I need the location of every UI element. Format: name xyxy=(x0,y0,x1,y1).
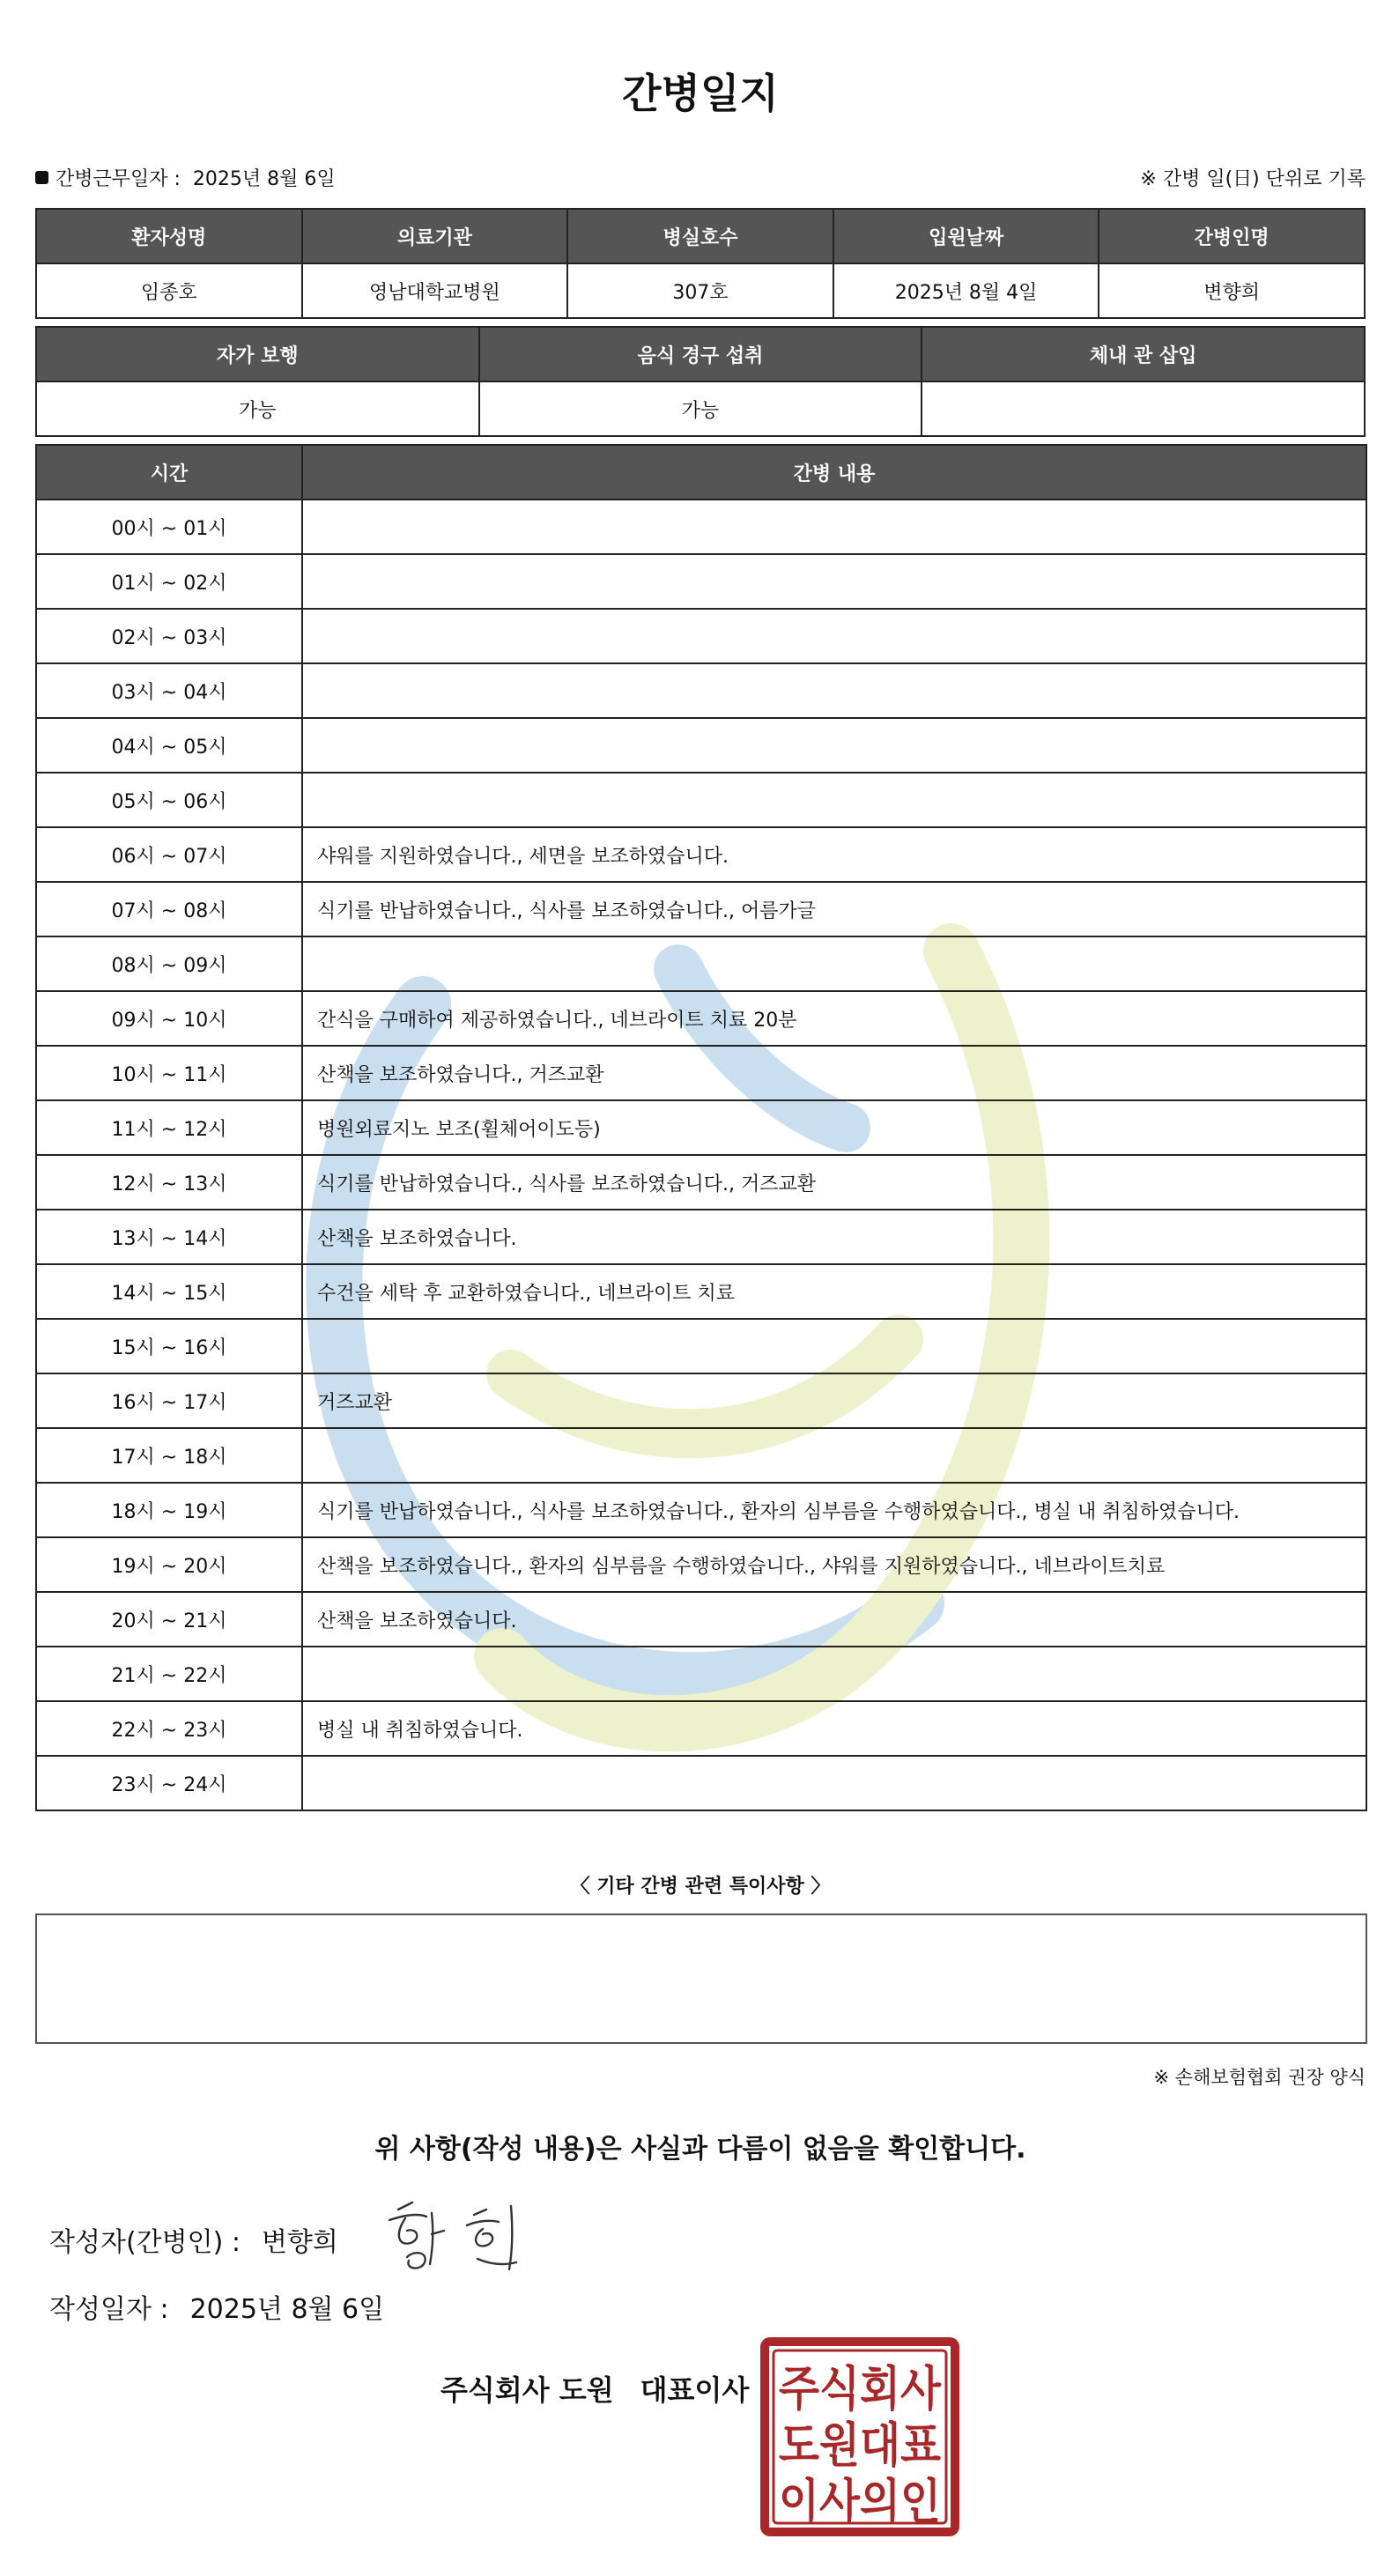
special-notes-title: 〈 기타 간병 관련 특이사항 〉 xyxy=(570,1876,831,1898)
care-log-content xyxy=(302,936,1366,991)
care-log-time: 00시 ~ 01시 xyxy=(36,500,302,554)
care-date xyxy=(35,164,336,191)
seal-line-2: 도원대표 xyxy=(779,2417,941,2473)
care-log-content xyxy=(302,1428,1366,1483)
care-log-time: 06시 ~ 07시 xyxy=(36,827,302,882)
care-log-row xyxy=(36,1046,1366,1100)
header-self-walking: 자가 보행 xyxy=(36,327,479,381)
patient-info-header-row xyxy=(36,209,1365,263)
patient-status-header-row xyxy=(36,327,1365,381)
care-log-content xyxy=(302,718,1366,773)
care-log-time: 11시 ~ 12시 xyxy=(36,1100,302,1155)
patient-info-table xyxy=(35,208,1366,319)
care-log-row xyxy=(36,554,1366,609)
patient-status-value-row xyxy=(36,381,1365,436)
care-log-time: 20시 ~ 21시 xyxy=(36,1592,302,1647)
care-log-row xyxy=(36,936,1366,991)
care-log-content xyxy=(302,1756,1366,1810)
care-log-content xyxy=(302,1647,1366,1701)
care-log-content xyxy=(302,773,1366,827)
company-name: 주식회사 도원 xyxy=(440,2373,614,2407)
care-log-time: 05시 ~ 06시 xyxy=(36,773,302,827)
company-seal-stamp xyxy=(759,2336,960,2537)
care-log-time: 18시 ~ 19시 xyxy=(36,1483,302,1537)
care-log-row xyxy=(36,1155,1366,1210)
patient-info-value-row xyxy=(36,263,1365,318)
care-log-time: 12시 ~ 13시 xyxy=(36,1155,302,1210)
care-log-header-row xyxy=(36,445,1366,500)
written-date-label: 작성일자 : xyxy=(49,2294,169,2325)
care-log-row xyxy=(36,1319,1366,1373)
square-bullet-icon xyxy=(35,171,48,184)
care-log-row xyxy=(36,1373,1366,1428)
care-date-label: 간병근무일자 : xyxy=(56,168,181,190)
care-log-row xyxy=(36,882,1366,936)
care-log-row xyxy=(36,1483,1366,1537)
care-log-content: 산책을 보조하였습니다. xyxy=(302,1592,1366,1647)
care-log-row xyxy=(36,827,1366,882)
care-log-row xyxy=(36,1264,1366,1319)
care-log-time: 07시 ~ 08시 xyxy=(36,882,302,936)
care-log-row xyxy=(36,1428,1366,1483)
hospital-name: 영남대학교병원 xyxy=(302,263,568,318)
care-log-time: 19시 ~ 20시 xyxy=(36,1537,302,1592)
care-log-content: 병실 내 취침하였습니다. xyxy=(302,1701,1366,1756)
self-walking-value: 가능 xyxy=(36,381,479,436)
recommendation-note: ※ 손해보험협회 권장 양식 xyxy=(1153,2067,1366,2088)
header-admission-date: 입원날짜 xyxy=(833,209,1099,263)
care-log-row xyxy=(36,1100,1366,1155)
care-log-time: 03시 ~ 04시 xyxy=(36,663,302,718)
room-number: 307호 xyxy=(567,263,833,318)
care-log-row xyxy=(36,609,1366,663)
care-log-content: 식기를 반납하였습니다., 식사를 보조하였습니다., 거즈교환 xyxy=(302,1155,1366,1210)
seal-line-1: 주식회사 xyxy=(779,2361,942,2417)
care-log-content: 산책을 보조하였습니다. xyxy=(302,1210,1366,1264)
care-log-time: 04시 ~ 05시 xyxy=(36,718,302,773)
care-log-row xyxy=(36,1647,1366,1701)
care-log-time: 15시 ~ 16시 xyxy=(36,1319,302,1373)
care-log-row xyxy=(36,1537,1366,1592)
care-log-row xyxy=(36,1756,1366,1810)
care-log-time: 10시 ~ 11시 xyxy=(36,1046,302,1100)
care-log-time: 08시 ~ 09시 xyxy=(36,936,302,991)
care-date-value: 2025년 8월 6일 xyxy=(192,168,336,190)
care-log-row xyxy=(36,1701,1366,1756)
unit-note: ※ 간병 일(日) 단위로 기록 xyxy=(1140,168,1366,190)
seal-line-3: 이사의인 xyxy=(779,2474,941,2529)
care-log-content: 병원외료지노 보조(휠체어이도등) xyxy=(302,1100,1366,1155)
writer-line xyxy=(49,2220,338,2259)
care-log-content xyxy=(302,500,1366,554)
care-log-content xyxy=(302,1319,1366,1373)
care-log-content xyxy=(302,554,1366,609)
special-notes-box xyxy=(35,1913,1367,2044)
care-log-row xyxy=(36,718,1366,773)
care-log-time: 17시 ~ 18시 xyxy=(36,1428,302,1483)
hourly-care-log-table xyxy=(35,444,1367,1811)
care-log-time: 09시 ~ 10시 xyxy=(36,991,302,1046)
care-log-content: 식기를 반납하였습니다., 식사를 보조하였습니다., 어름가글 xyxy=(302,882,1366,936)
header-caregiver-name: 간병인명 xyxy=(1099,209,1365,263)
care-log-row xyxy=(36,773,1366,827)
patient-status-table xyxy=(35,326,1366,437)
company-ceo-title: 대표이사 xyxy=(640,2373,750,2407)
care-log-content xyxy=(302,609,1366,663)
care-log-content: 간식을 구매하여 제공하였습니다., 네브라이트 치료 20분 xyxy=(302,991,1366,1046)
care-log-content: 식기를 반납하였습니다., 식사를 보조하였습니다., 환자의 심부름을 수행하였습니다., 병실 내 취침하였습니다. xyxy=(302,1483,1366,1537)
written-date-line xyxy=(49,2287,384,2326)
handwritten-signature xyxy=(379,2194,546,2277)
confirmation-statement: 위 사항(작성 내용)은 사실과 다름이 없음을 확인합니다. xyxy=(374,2134,1026,2165)
care-log-content xyxy=(302,663,1366,718)
care-log-time: 13시 ~ 14시 xyxy=(36,1210,302,1264)
written-date-value: 2025년 8월 6일 xyxy=(189,2294,385,2325)
care-log-time: 14시 ~ 15시 xyxy=(36,1264,302,1319)
care-log-row xyxy=(36,1592,1366,1647)
oral-intake-value: 가능 xyxy=(479,381,922,436)
care-log-row xyxy=(36,991,1366,1046)
care-log-content: 수건을 세탁 후 교환하였습니다., 네브라이트 치료 xyxy=(302,1264,1366,1319)
header-hospital: 의료기관 xyxy=(302,209,568,263)
care-log-content: 산책을 보조하였습니다., 거즈교환 xyxy=(302,1046,1366,1100)
header-tube-insertion: 체내 관 삽입 xyxy=(922,327,1365,381)
writer-label: 작성자(간병인) : xyxy=(49,2227,241,2258)
writer-name: 변향희 xyxy=(261,2227,338,2258)
care-log-content: 샤워를 지원하였습니다., 세면을 보조하였습니다. xyxy=(302,827,1366,882)
header-time: 시간 xyxy=(36,445,302,500)
care-log-time: 21시 ~ 22시 xyxy=(36,1647,302,1701)
care-log-content: 거즈교환 xyxy=(302,1373,1366,1428)
care-log-body xyxy=(36,500,1366,1810)
header-care-content: 간병 내용 xyxy=(302,445,1366,500)
header-patient-name: 환자성명 xyxy=(36,209,302,263)
caregiver-name: 변향희 xyxy=(1099,263,1365,318)
care-log-row xyxy=(36,500,1366,554)
page-title: 간병일지 xyxy=(622,70,779,117)
header-room-number: 병실호수 xyxy=(567,209,833,263)
patient-name: 임종호 xyxy=(36,263,302,318)
care-log-time: 22시 ~ 23시 xyxy=(36,1701,302,1756)
care-log-row xyxy=(36,1210,1366,1264)
header-oral-intake: 음식 경구 섭취 xyxy=(479,327,922,381)
care-log-time: 16시 ~ 17시 xyxy=(36,1373,302,1428)
admission-date: 2025년 8월 4일 xyxy=(833,263,1099,318)
care-log-time: 23시 ~ 24시 xyxy=(36,1756,302,1810)
care-log-time: 02시 ~ 03시 xyxy=(36,609,302,663)
tube-insertion-value xyxy=(922,381,1365,436)
meta-row xyxy=(35,164,1366,194)
care-log-row xyxy=(36,663,1366,718)
care-log-time: 01시 ~ 02시 xyxy=(36,554,302,609)
company-line xyxy=(440,2368,749,2409)
care-log-content: 산책을 보조하였습니다., 환자의 심부름을 수행하였습니다., 샤워를 지원하였습니다., 네브라이트치료 xyxy=(302,1537,1366,1592)
